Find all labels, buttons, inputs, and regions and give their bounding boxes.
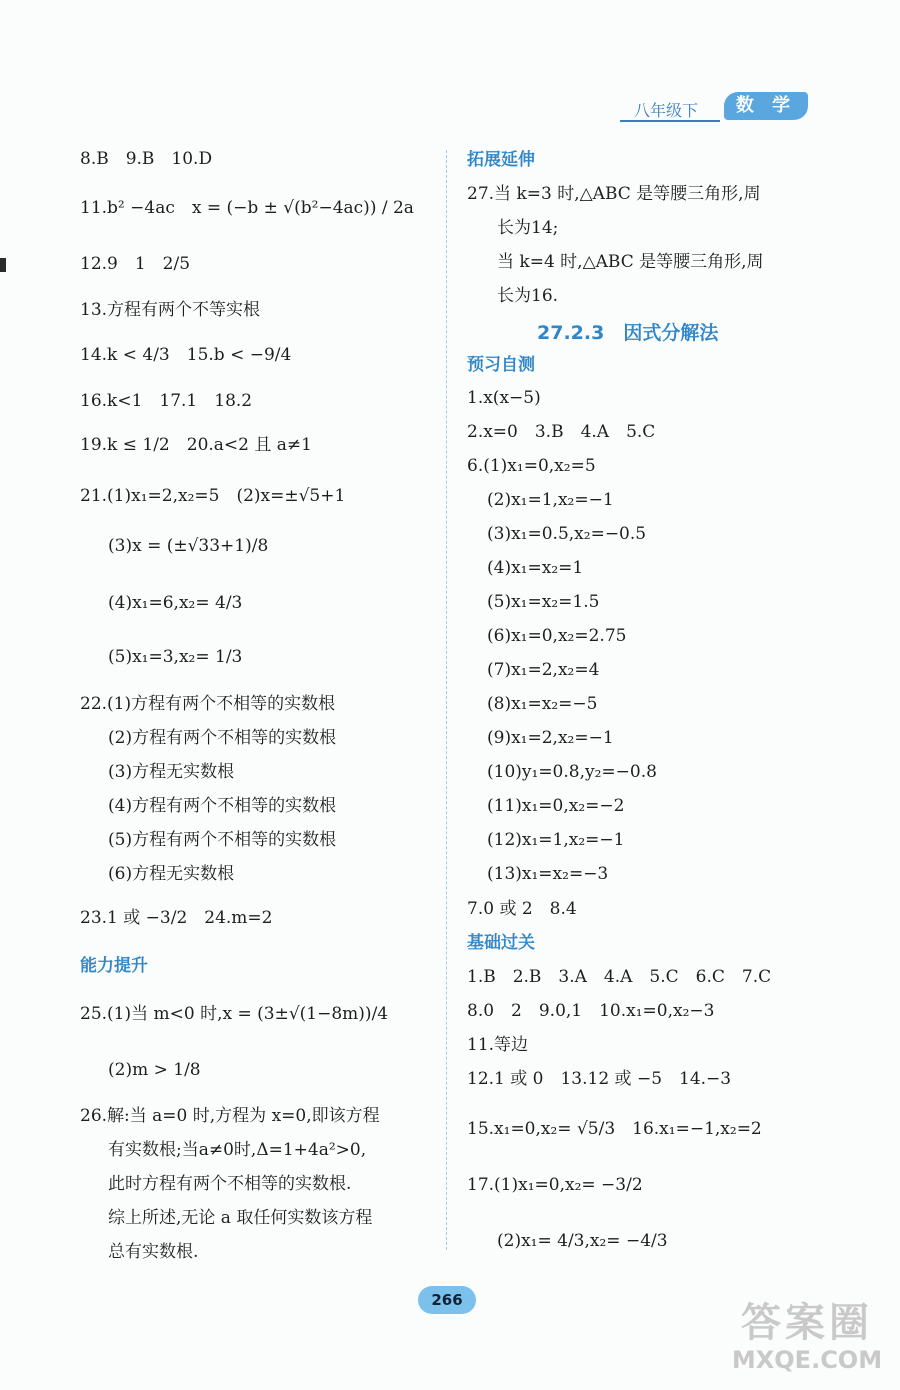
answer-line: 12.9 1 2/5 xyxy=(80,254,191,274)
answer-line: 25.(1)当 m<0 时,x = (3±√(1−8m))/4 xyxy=(80,1004,389,1024)
spine-mark xyxy=(0,258,6,272)
answer-line: (2)x₁=1,x₂=−1 xyxy=(487,490,614,510)
answer-line: 此时方程有两个不相等的实数根. xyxy=(108,1174,352,1194)
answer-line: (5)方程有两个不相等的实数根 xyxy=(108,830,337,850)
section-heading: 基础过关 xyxy=(467,933,535,953)
answer-line: 16.k<1 17.1 18.2 xyxy=(80,391,253,411)
answer-line: (10)y₁=0.8,y₂=−0.8 xyxy=(487,762,657,782)
answer-line: 2.x=0 3.B 4.A 5.C xyxy=(467,422,656,442)
answer-line: 8.0 2 9.0,1 10.x₁=0,x₂−3 xyxy=(467,1001,715,1021)
answer-line: (13)x₁=x₂=−3 xyxy=(487,864,609,884)
answer-line: 1.x(x−5) xyxy=(467,388,541,408)
section-heading: 拓展延伸 xyxy=(467,150,535,170)
answer-line: 有实数根;当a≠0时,Δ=1+4a²>0, xyxy=(108,1140,367,1160)
answer-line: (2)方程有两个不相等的实数根 xyxy=(108,728,337,748)
answer-line: (3)x₁=0.5,x₂=−0.5 xyxy=(487,524,647,544)
answer-line: (6)方程无实数根 xyxy=(108,864,235,884)
answer-line: (11)x₁=0,x₂=−2 xyxy=(487,796,625,816)
answer-line: (6)x₁=0,x₂=2.75 xyxy=(487,626,627,646)
answer-line: 11.等边 xyxy=(467,1035,529,1055)
watermark-url: MXQE.COM xyxy=(731,1346,883,1374)
answer-line: 总有实数根. xyxy=(108,1242,199,1262)
grade-label: 八年级下 xyxy=(634,101,699,120)
section-heading: 预习自测 xyxy=(467,355,535,375)
answer-line: (4)x₁=x₂=1 xyxy=(487,558,584,578)
answer-line: 当 k=4 时,△ABC 是等腰三角形,周 xyxy=(497,252,764,272)
answer-line: (5)x₁=3,x₂= 1/3 xyxy=(108,647,243,667)
header-underline xyxy=(620,120,720,122)
answer-line: (4)方程有两个不相等的实数根 xyxy=(108,796,337,816)
answer-line: 12.1 或 0 13.12 或 −5 14.−3 xyxy=(467,1069,732,1089)
answer-line: 6.(1)x₁=0,x₂=5 xyxy=(467,456,596,476)
answer-line: 22.(1)方程有两个不相等的实数根 xyxy=(80,694,336,714)
answer-line: 27.当 k=3 时,△ABC 是等腰三角形,周 xyxy=(467,184,761,204)
page-header xyxy=(620,92,812,124)
answer-line: (12)x₁=1,x₂=−1 xyxy=(487,830,625,850)
answer-line: (2)x₁= 4/3,x₂= −4/3 xyxy=(497,1231,668,1251)
answer-line: (3)x = (±√33+1)/8 xyxy=(108,536,269,556)
subject-badge: 数 学 xyxy=(724,92,808,120)
answer-line: 21.(1)x₁=2,x₂=5 (2)x=±√5+1 xyxy=(80,486,346,506)
page-number: 266 xyxy=(418,1286,476,1314)
section-heading: 能力提升 xyxy=(80,956,148,976)
answer-line: (5)x₁=x₂=1.5 xyxy=(487,592,600,612)
answer-line: 23.1 或 −3/2 24.m=2 xyxy=(80,908,273,928)
answer-line: 17.(1)x₁=0,x₂= −3/2 xyxy=(467,1175,643,1195)
answer-line: 19.k ≤ 1/2 20.a<2 且 a≠1 xyxy=(80,435,312,455)
answer-line: 长为16. xyxy=(497,286,559,306)
answer-line: 11.b² −4ac x = (−b ± √(b²−4ac)) / 2a xyxy=(80,198,414,218)
answer-line: 15.x₁=0,x₂= √5/3 16.x₁=−1,x₂=2 xyxy=(467,1119,762,1139)
answer-line: (8)x₁=x₂=−5 xyxy=(487,694,598,714)
answer-line: 长为14; xyxy=(497,218,559,238)
answer-line: 综上所述,无论 a 取任何实数该方程 xyxy=(108,1208,373,1228)
answer-line: (4)x₁=6,x₂= 4/3 xyxy=(108,593,243,613)
watermark-logo-text: 答案圈 xyxy=(741,1300,873,1346)
answer-line: (9)x₁=2,x₂=−1 xyxy=(487,728,614,748)
answer-line: 26.解:当 a=0 时,方程为 x=0,即该方程 xyxy=(80,1106,380,1126)
answer-line: 7.0 或 2 8.4 xyxy=(467,899,577,919)
watermark xyxy=(722,1300,892,1380)
section-title: 27.2.3 因式分解法 xyxy=(537,322,719,344)
answer-line: (3)方程无实数根 xyxy=(108,762,235,782)
answer-line: (7)x₁=2,x₂=4 xyxy=(487,660,600,680)
answer-line: (2)m > 1/8 xyxy=(108,1060,201,1080)
answer-line: 13.方程有两个不等实根 xyxy=(80,300,261,320)
answer-line: 1.B 2.B 3.A 4.A 5.C 6.C 7.C xyxy=(467,967,772,987)
column-divider xyxy=(446,150,447,1250)
answer-line: 14.k < 4/3 15.b < −9/4 xyxy=(80,345,292,365)
answer-line: 8.B 9.B 10.D xyxy=(80,149,213,169)
